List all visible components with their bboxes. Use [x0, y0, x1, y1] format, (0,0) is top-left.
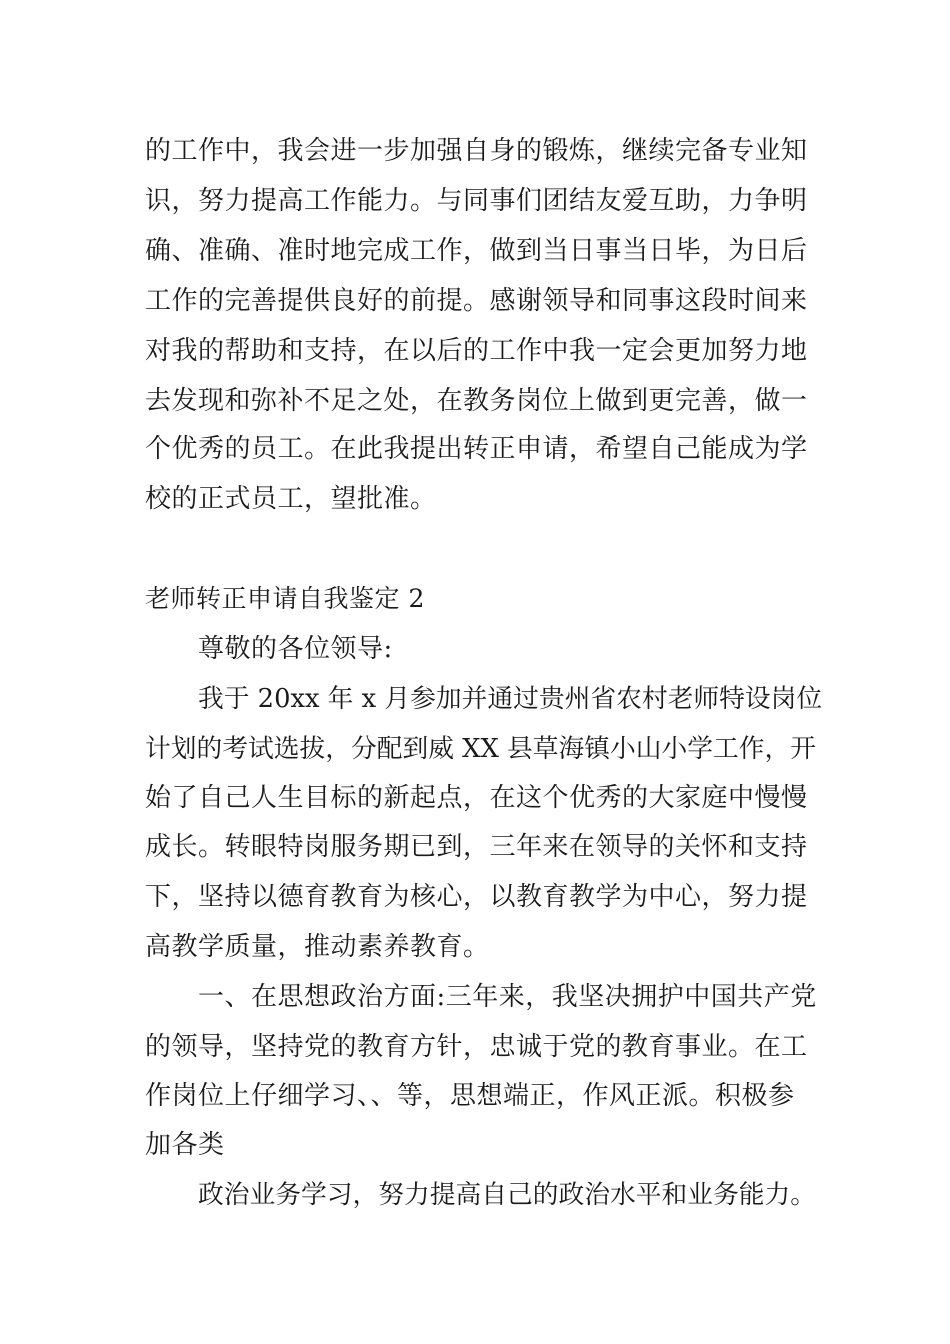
- paragraph-line: 个优秀的员工。在此我提出转正申请，希望自己能成为学: [145, 434, 808, 464]
- paragraph-line: 下，坚持以德育教育为核心，以教育教学为中心，努力提: [145, 882, 808, 912]
- paragraph-line: 的领导，坚持党的教育方针，忠诚于党的教育事业。在工: [145, 1032, 808, 1062]
- paragraph-line: 始了自己人生目标的新起点，在这个优秀的大家庭中慢慢: [145, 783, 808, 813]
- paragraph-line: 对我的帮助和支持，在以后的工作中我一定会更加努力地: [145, 336, 808, 366]
- paragraph-line: 成长。转眼特岗服务期已到，三年来在领导的关怀和支持: [145, 832, 808, 862]
- section-heading: 老师转正申请自我鉴定 2: [145, 584, 425, 613]
- paragraph-line: 的工作中，我会进一步加强自身的锻炼，继续完备专业知: [145, 136, 808, 166]
- paragraph-line: 去发现和弥补不足之处，在教务岗位上做到更完善，做一: [145, 386, 808, 416]
- paragraph-line: 识，努力提高工作能力。与同事们团结友爱互助，力争明: [145, 186, 808, 216]
- paragraph-line: 高教学质量，推动素养教育。: [145, 932, 490, 962]
- paragraph-line: 校的正式员工，望批准。: [145, 484, 437, 514]
- paragraph-line: 加各类: [145, 1130, 225, 1160]
- salutation: 尊敬的各位领导:: [198, 634, 393, 664]
- paragraph-line: 政治业务学习，努力提高自己的政治水平和业务能力。: [198, 1180, 816, 1210]
- paragraph-line: 工作的完善提供良好的前提。感谢领导和同事这段时间来: [145, 286, 808, 316]
- paragraph-line: 作岗位上仔细学习、、等，思想端正，作风正派。积极参: [145, 1081, 795, 1111]
- paragraph-line: 我于 20xx 年 x 月参加并通过贵州省农村老师特设岗位: [198, 684, 823, 714]
- paragraph-line: 一、在思想政治方面:三年来，我坚决拥护中国共产党: [198, 982, 817, 1012]
- paragraph-line: 确、准确、准时地完成工作，做到当日事当日毕，为日后: [145, 236, 808, 266]
- paragraph-line: 计划的考试选拔，分配到威 XX 县草海镇小山小学工作，开: [145, 734, 817, 764]
